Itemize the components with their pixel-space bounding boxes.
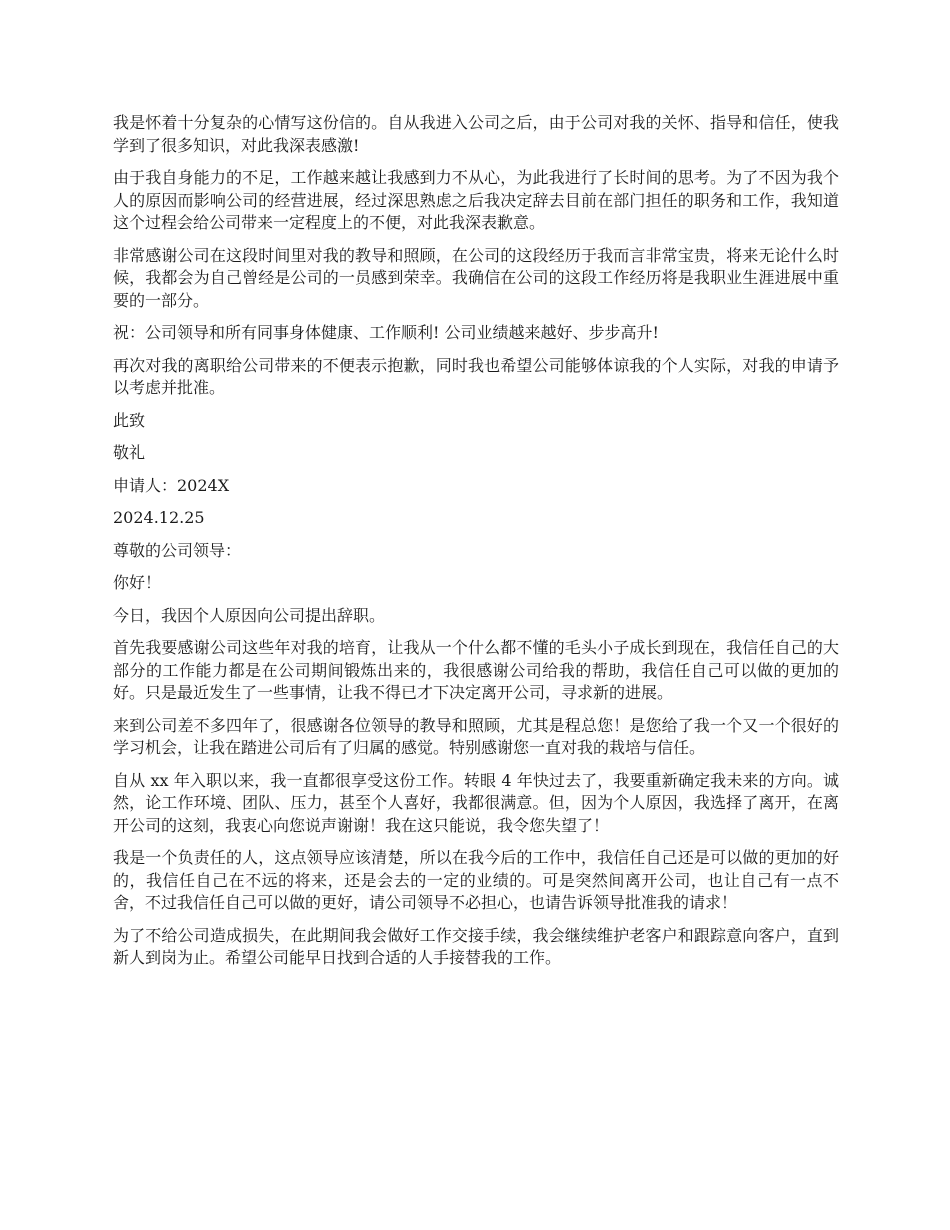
paragraph-apology: 再次对我的离职给公司带来的不便表示抱歉，同时我也希望公司能够体谅我的个人实际，对我的申请予以考虑并批准。 <box>113 355 839 397</box>
document-body <box>113 112 839 980</box>
paragraph-wishes: 祝：公司领导和所有同事身体健康、工作顺利! 公司业绩越来越好、步步高升! <box>113 323 659 342</box>
greeting: 你好！ <box>113 573 162 592</box>
paragraph-responsibility: 我是一个负责任的人，这点领导应该清楚，所以在我今后的工作中，我信任自己还是可以做的更加的好的，我信任自己在不远的将来，还是会去的一定的业绩的。可是突然间离开公司，也让自己有一点不舍，不过我信任自己可以做的更好，请公司领导不必担心，也请告诉领导批准我的请求！ <box>113 848 839 912</box>
paragraph-resignation-reason: 由于我自身能力的不足，工作越来越让我感到力不从心，为此我进行了长时间的思考。为了不因为我个人的原因而影响公司的经营进展，经过深思熟虑之后我决定辞去目前在部门担任的职务和工作，我知道这个过程会给公司带来一定程度上的不便，对此我深表歉意。 <box>113 168 839 232</box>
paragraph-thanks: 非常感谢公司在这段时间里对我的教导和照顾，在公司的这段经历于我而言非常宝贵，将来无论什么时候，我都会为自己曾经是公司的一员感到荣幸。我确信在公司的这段工作经历将是我职业生涯进展中重要的一部分。 <box>113 245 839 310</box>
closing-jingli: 敬礼 <box>113 443 146 462</box>
paragraph-four-years: 来到公司差不多四年了，很感谢各位领导的教导和照顾，尤其是程总您！是您给了我一个又一个很好的学习机会，让我在踏进公司后有了归属的感觉。特别感谢您一直对我的栽培与信任。 <box>113 715 839 757</box>
paragraph-future-direction: 自从 xx 年入职以来，我一直都很享受这份工作。转眼 4 年快过去了，我要重新确定我未来的方向。诚然，论工作环境、团队、压力，甚至个人喜好，我都很满意。但，因为个人原因，我选择了离开，在离开公司的这刻，我衷心向您说声谢谢！我在这只能说，我令您失望了！ <box>113 770 839 835</box>
closing-cizhi: 此致 <box>113 410 146 430</box>
applicant-line: 申请人：2024X <box>113 475 230 495</box>
paragraph-cultivation-thanks: 首先我要感谢公司这些年对我的培育，让我从一个什么都不懂的毛头小子成长到现在，我信任自己的大部分的工作能力都是在公司期间锻炼出来的，我很感谢公司给我的帮助，我信任自己可以做的更加的好。只是最近发生了一些事情，让我不得已才下决定离开公司，寻求新的进展。 <box>113 638 839 702</box>
salutation: 尊敬的公司领导： <box>113 540 242 560</box>
paragraph-resign-statement: 今日，我因个人原因向公司提出辞职。 <box>113 605 386 625</box>
paragraph-handover: 为了不给公司造成损失，在此期间我会做好工作交接手续，我会继续维护老客户和跟踪意向客户，直到新人到岗为止。希望公司能早日找到合适的人手接替我的工作。 <box>113 925 839 967</box>
date-line: 2024.12.25 <box>113 508 205 527</box>
paragraph-gratitude-intro: 我是怀着十分复杂的心情写这份信的。自从我进入公司之后，由于公司对我的关怀、指导和信任，使我学到了很多知识，对此我深表感激! <box>113 113 839 155</box>
